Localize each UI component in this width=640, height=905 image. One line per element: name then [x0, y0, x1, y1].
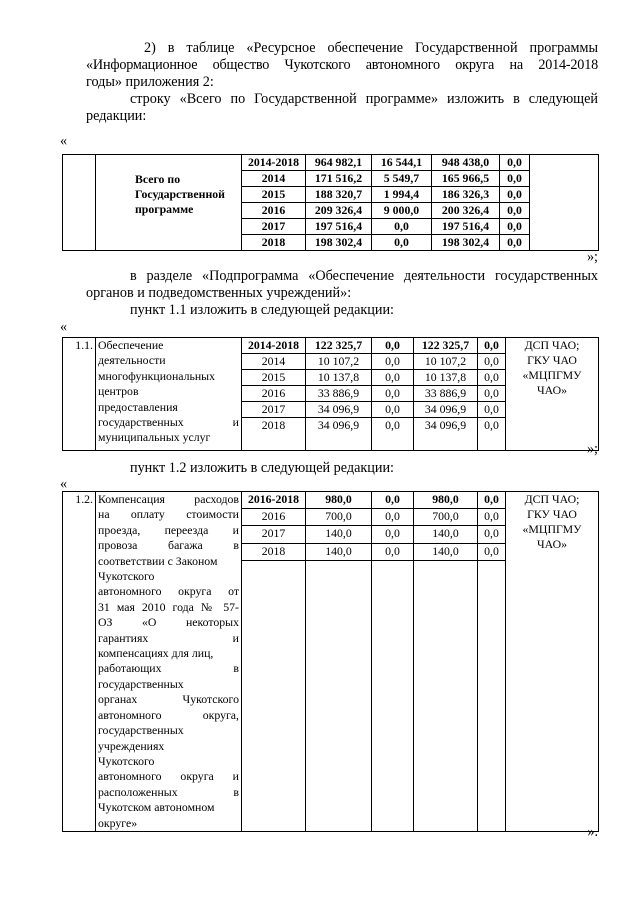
- value-cell: 5 549,7: [372, 171, 432, 187]
- value-cell: 0,0: [478, 543, 506, 560]
- table-item-1-2: [62, 491, 599, 832]
- period-cell: 2016: [242, 386, 306, 402]
- value-cell: 140,0: [306, 543, 372, 560]
- paragraph-1-line-2: «Информационное общество Чукотского автономного округа на 2014-2018: [86, 57, 598, 73]
- description-line: ОЗ «О некоторых: [98, 615, 239, 630]
- value-cell: 33 886,9: [306, 386, 372, 402]
- table-row: [63, 492, 599, 509]
- description-line: многофункциональных: [98, 368, 215, 383]
- description-line: работающих в: [98, 661, 239, 676]
- executor-line: ЧАО»: [536, 383, 568, 397]
- executor-line: ГКУ ЧАО: [527, 353, 577, 367]
- value-cell: 198 302,4: [432, 235, 500, 251]
- value-cell: 0,0: [500, 219, 530, 235]
- value-cell: 122 325,7: [414, 338, 478, 354]
- period-cell: 2016: [242, 203, 306, 219]
- table-item-1-1: [62, 337, 599, 451]
- item-description: [96, 492, 242, 832]
- value-cell: 0,0: [372, 543, 414, 560]
- value-cell: 209 326,4: [306, 203, 372, 219]
- value-cell: 0,0: [372, 354, 414, 370]
- description-line: учреждениях: [98, 738, 165, 753]
- value-cell: 186 326,3: [432, 187, 500, 203]
- description-line: округе»: [98, 815, 138, 830]
- value-cell: 197 516,4: [306, 219, 372, 235]
- value-cell: 165 966,5: [432, 171, 500, 187]
- value-cell: 0,0: [372, 418, 414, 451]
- value-cell: 0,0: [372, 370, 414, 386]
- value-cell: 171 516,2: [306, 171, 372, 187]
- period-cell: 2014: [242, 354, 306, 370]
- empty-cell: [242, 560, 306, 831]
- value-cell: 700,0: [306, 509, 372, 526]
- empty-cell: [63, 155, 96, 251]
- period-cell: 2017: [242, 219, 306, 235]
- description-line: Чукотского: [98, 569, 155, 584]
- table-row: [63, 338, 599, 354]
- item-number: 1.2.: [63, 492, 96, 832]
- value-cell: 10 137,8: [414, 370, 478, 386]
- period-cell: 2015: [242, 187, 306, 203]
- value-cell: 0,0: [478, 338, 506, 354]
- table-row: [63, 155, 599, 171]
- value-cell: 0,0: [372, 338, 414, 354]
- quote-open-2: «: [60, 319, 68, 335]
- value-cell: 0,0: [500, 203, 530, 219]
- value-cell: 197 516,4: [432, 219, 500, 235]
- empty-cell: [306, 560, 372, 831]
- quote-open-1: «: [60, 133, 68, 149]
- value-cell: 0,0: [372, 219, 432, 235]
- item-number: 1.1.: [63, 338, 96, 451]
- description-line: гарантиях и: [98, 630, 239, 645]
- value-cell: 198 302,4: [306, 235, 372, 251]
- value-cell: 188 320,7: [306, 187, 372, 203]
- value-cell: 1 994,4: [372, 187, 432, 203]
- executor-line: ДСП ЧАО;: [524, 338, 580, 352]
- description-line: Чукотского: [98, 753, 155, 768]
- value-cell: 34 096,9: [414, 418, 478, 451]
- value-cell: 0,0: [372, 235, 432, 251]
- executor-cell: [506, 492, 599, 832]
- paragraph-3-line-2: органов и подведомственных учреждений»:: [86, 285, 352, 301]
- value-cell: 0,0: [372, 386, 414, 402]
- description-line: автономного округа и: [98, 769, 239, 784]
- description-line: муниципальных услуг: [98, 430, 211, 445]
- value-cell: 0,0: [478, 402, 506, 418]
- value-cell: 0,0: [372, 509, 414, 526]
- description-line: Компенсация расходов: [98, 492, 239, 506]
- quote-close-1: »;: [586, 249, 598, 265]
- value-cell: 33 886,9: [414, 386, 478, 402]
- paragraph-2-line-1: строку «Всего по Государственной программе» изложить в следующей: [130, 91, 598, 107]
- description-line: деятельности: [98, 353, 166, 368]
- value-cell: 0,0: [478, 492, 506, 509]
- paragraph-1-line-1: 2) в таблице «Ресурсное обеспечение Государственной программы: [144, 40, 598, 56]
- quote-close-2: »;: [586, 441, 598, 457]
- value-cell: 16 544,1: [372, 155, 432, 171]
- value-cell: 700,0: [414, 509, 478, 526]
- description-line: центров: [98, 384, 139, 399]
- value-cell: 948 438,0: [432, 155, 500, 171]
- item-description: [96, 338, 242, 451]
- description-line: государственных: [98, 723, 184, 738]
- executor-line: ГКУ ЧАО: [527, 507, 577, 521]
- period-cell: 2017: [242, 402, 306, 418]
- value-cell: 0,0: [478, 370, 506, 386]
- executor-line: ДСП ЧАО;: [524, 492, 580, 506]
- value-cell: 0,0: [500, 235, 530, 251]
- empty-cell: [372, 560, 414, 831]
- value-cell: 980,0: [414, 492, 478, 509]
- value-cell: 10 137,8: [306, 370, 372, 386]
- empty-cell: [414, 560, 478, 831]
- description-line: автономного округа от: [98, 584, 239, 599]
- executor-line: «МЦПГМУ: [522, 522, 582, 536]
- paragraph-1-line-3: годы» приложения 2:: [86, 74, 214, 90]
- value-cell: 9 000,0: [372, 203, 432, 219]
- executor-line: «МЦПГМУ: [522, 368, 582, 382]
- value-cell: 34 096,9: [306, 418, 372, 451]
- period-cell: 2017: [242, 526, 306, 543]
- total-label-line: Государственной: [135, 187, 225, 201]
- empty-cell: [478, 560, 506, 831]
- value-cell: 0,0: [478, 526, 506, 543]
- paragraph-5: пункт 1.2 изложить в следующей редакции:: [130, 460, 394, 476]
- description-line: государственных и: [98, 415, 239, 430]
- value-cell: 34 096,9: [414, 402, 478, 418]
- value-cell: 122 325,7: [306, 338, 372, 354]
- value-cell: 980,0: [306, 492, 372, 509]
- period-cell: 2018: [242, 235, 306, 251]
- period-cell: 2018: [242, 418, 306, 451]
- total-table: [62, 154, 599, 251]
- description-line: автономного округа,: [98, 707, 239, 722]
- value-cell: 140,0: [414, 526, 478, 543]
- period-cell: 2014: [242, 171, 306, 187]
- value-cell: 0,0: [500, 155, 530, 171]
- period-cell: 2016-2018: [242, 492, 306, 509]
- description-line: проезда, переезда и: [98, 522, 239, 537]
- value-cell: 0,0: [372, 526, 414, 543]
- executor-cell: [506, 338, 599, 451]
- period-cell: 2014-2018: [242, 338, 306, 354]
- value-cell: 0,0: [500, 187, 530, 203]
- paragraph-4: пункт 1.1 изложить в следующей редакции:: [130, 302, 394, 318]
- period-cell: 2018: [242, 543, 306, 560]
- description-line: государственных: [98, 676, 184, 691]
- description-line: предоставления: [98, 399, 178, 414]
- value-cell: 964 982,1: [306, 155, 372, 171]
- executor-line: ЧАО»: [536, 537, 568, 551]
- value-cell: 10 107,2: [414, 354, 478, 370]
- value-cell: 0,0: [478, 386, 506, 402]
- empty-cell: [530, 155, 599, 251]
- period-cell: 2015: [242, 370, 306, 386]
- period-cell: 2016: [242, 509, 306, 526]
- total-label-line: Всего по: [135, 172, 181, 186]
- value-cell: 140,0: [306, 526, 372, 543]
- value-cell: 34 096,9: [306, 402, 372, 418]
- value-cell: 0,0: [478, 354, 506, 370]
- description-line: Чукотском автономном: [98, 800, 215, 815]
- description-line: провоза багажа в: [98, 538, 239, 553]
- description-line: 31 мая 2010 года № 57-: [98, 599, 239, 614]
- total-label-line: программе: [135, 202, 194, 216]
- paragraph-2-line-2: редакции:: [86, 108, 147, 124]
- quote-close-3: ».: [587, 824, 598, 840]
- value-cell: 0,0: [372, 402, 414, 418]
- total-label: [96, 155, 242, 251]
- paragraph-3-line-1: в разделе «Подпрограмма «Обеспечение деятельности государственных: [130, 268, 598, 284]
- description-line: Обеспечение: [98, 338, 164, 352]
- value-cell: 200 326,4: [432, 203, 500, 219]
- description-line: соответствии с Законом: [98, 553, 218, 568]
- value-cell: 0,0: [478, 418, 506, 451]
- value-cell: 10 107,2: [306, 354, 372, 370]
- quote-open-3: «: [60, 476, 68, 492]
- value-cell: 0,0: [372, 492, 414, 509]
- value-cell: 0,0: [500, 171, 530, 187]
- value-cell: 140,0: [414, 543, 478, 560]
- description-line: компенсациях для лиц,: [98, 646, 214, 661]
- period-cell: 2014-2018: [242, 155, 306, 171]
- value-cell: 0,0: [478, 509, 506, 526]
- description-line: расположенных в: [98, 784, 239, 799]
- description-line: на оплату стоимости: [98, 507, 239, 522]
- description-line: органах Чукотского: [98, 692, 239, 707]
